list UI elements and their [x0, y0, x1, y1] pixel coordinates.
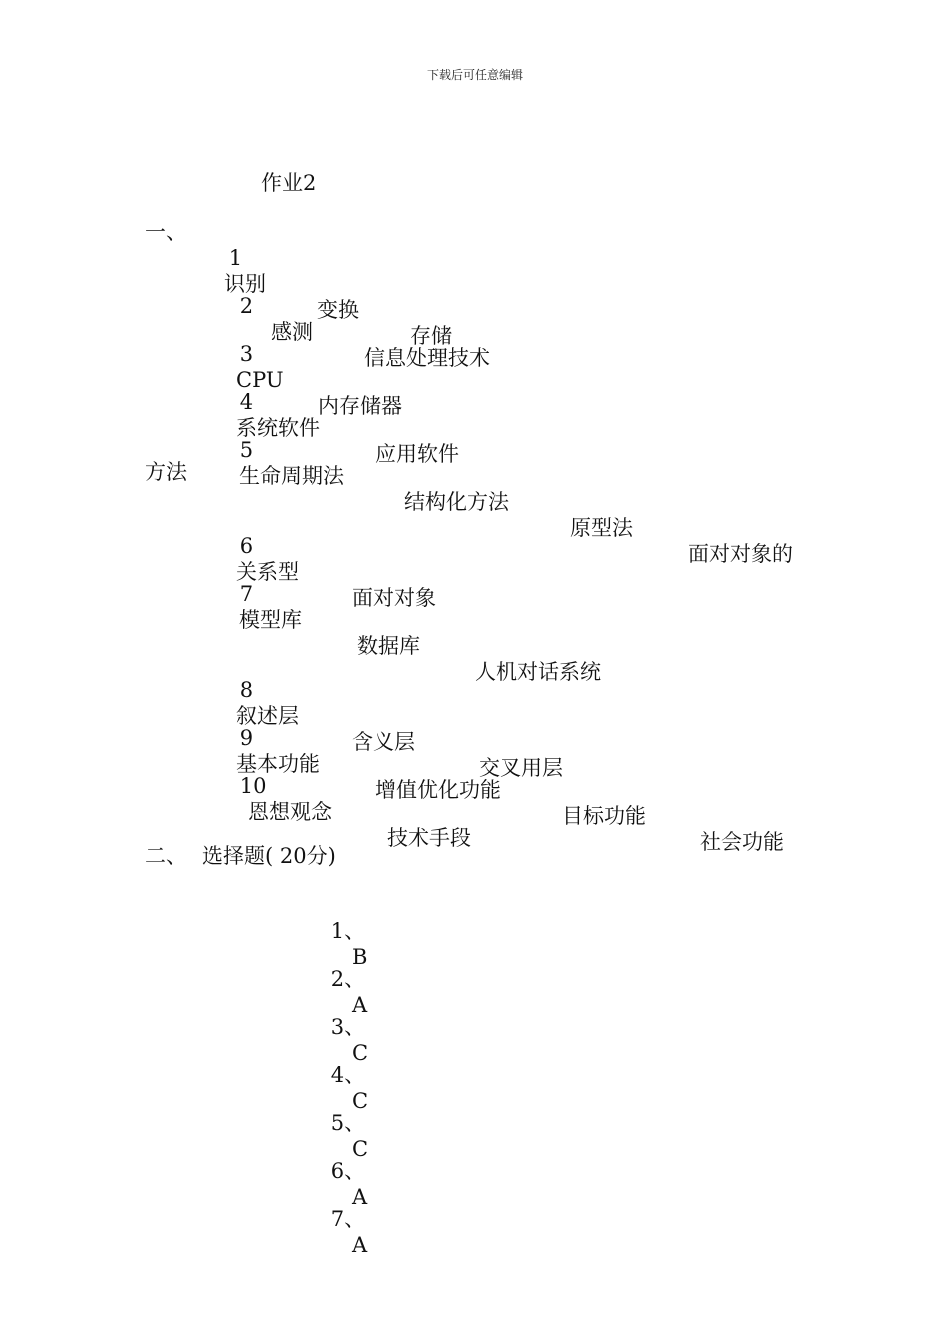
choice-item-7	[304, 1180, 368, 1284]
choice-number: 6、	[330, 1159, 366, 1183]
item-number: 3	[239, 342, 254, 366]
answer: 目标功能	[562, 804, 646, 828]
answer: 人机对话系统	[475, 660, 601, 684]
answer: 数据库	[357, 634, 420, 658]
answer: 面对对象	[352, 586, 436, 610]
answer: 技术手段	[387, 826, 471, 850]
choice-number: 4、	[330, 1063, 366, 1087]
answer: 社会功能	[700, 830, 784, 854]
answer: 感测	[271, 320, 313, 344]
answer: 存储	[410, 324, 452, 348]
choice-answer: A	[352, 993, 368, 1017]
answer: 模型库	[239, 608, 302, 632]
answer: 内存储器	[318, 394, 402, 418]
item-number: 10	[239, 774, 267, 798]
page-title: 作业2	[261, 171, 317, 195]
answer: 变换	[317, 298, 359, 322]
section2-label: 二、	[145, 844, 187, 868]
answer: 增值优化功能	[375, 778, 501, 802]
answer: 结构化方法	[404, 490, 509, 514]
choice-answer: C	[352, 1089, 369, 1113]
answer: 识别	[224, 272, 266, 296]
choice-answer: A	[352, 1233, 368, 1257]
answer: 信息处理技术	[364, 346, 490, 370]
answer: 面对对象的	[688, 542, 793, 566]
choice-number: 3、	[330, 1015, 366, 1039]
answer: 交叉用层	[479, 756, 563, 780]
item-number: 7	[239, 582, 254, 606]
answer: 基本功能	[236, 752, 320, 776]
answer: 系统软件	[236, 416, 320, 440]
answer: 含义层	[352, 730, 415, 754]
section1-label: 一、	[145, 220, 187, 244]
choice-answer: C	[352, 1137, 369, 1161]
answer: 生命周期法	[239, 464, 344, 488]
choice-answer: A	[352, 1185, 368, 1209]
answer: CPU	[236, 368, 284, 392]
section2-heading: 选择题( 20分)	[202, 844, 336, 868]
item-number: 1	[228, 246, 243, 270]
item-number: 8	[239, 678, 254, 702]
choice-number: 2、	[330, 967, 366, 991]
choice-answer: C	[352, 1041, 369, 1065]
item-number: 9	[239, 726, 254, 750]
item-number: 5	[239, 438, 254, 462]
choice-number: 1、	[330, 919, 366, 943]
choice-number: 5、	[330, 1111, 366, 1135]
fill-item-5-continuation: 方法	[145, 460, 187, 484]
item-number: 6	[239, 534, 254, 558]
page-header: 下载后可任意编辑	[426, 68, 523, 82]
answer: 叙述层	[236, 704, 299, 728]
answer: 应用软件	[375, 442, 459, 466]
item-number: 4	[239, 390, 254, 414]
item-number: 2	[239, 294, 254, 318]
choice-answer: B	[352, 945, 368, 969]
answer: 原型法	[570, 516, 633, 540]
answer: 关系型	[236, 560, 299, 584]
choice-number: 7、	[330, 1207, 366, 1231]
answer: 恩想观念	[248, 800, 332, 824]
